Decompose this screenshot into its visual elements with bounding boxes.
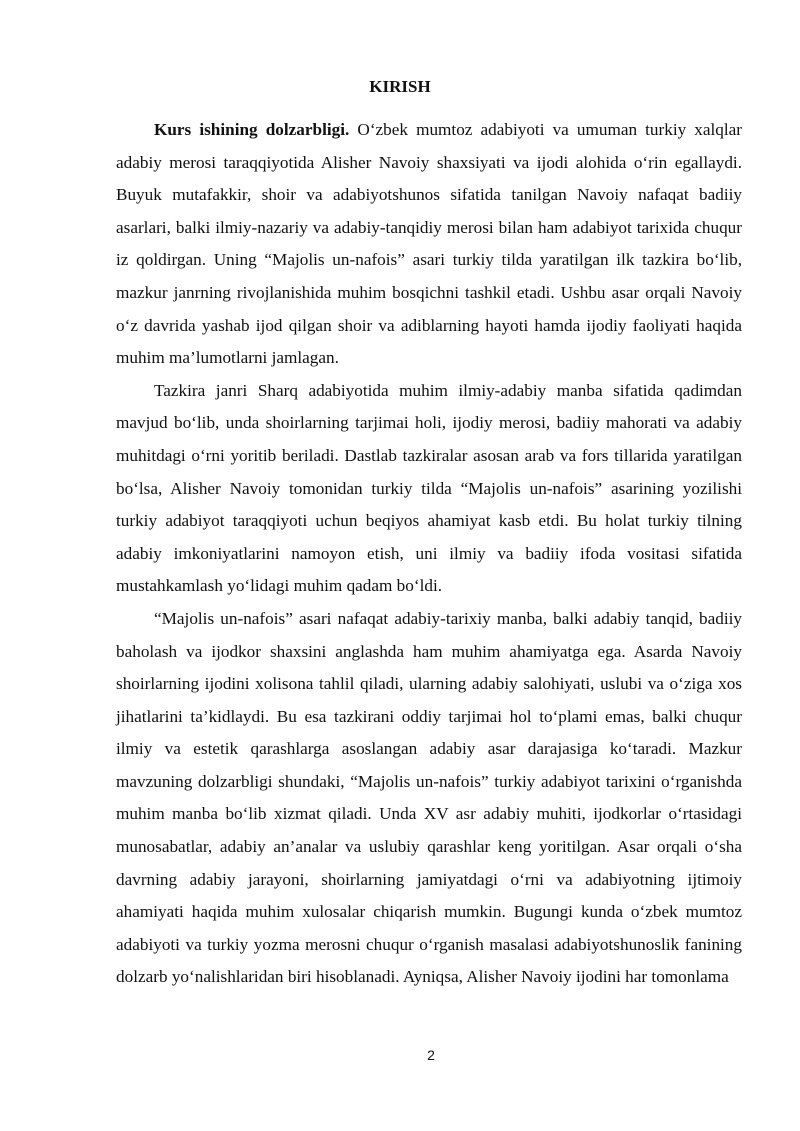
- paragraph-lead: Kurs ishining dolzarbligi.: [154, 120, 350, 139]
- paragraph-text: O‘zbek mumtoz adabiyoti va umuman turkiy xalqlar adabiy merosi taraqqiyotida Alisher Navoiy shaxsiyati va ijodi alohida o‘rin egallaydi. Buyuk mutafakkir, shoir va adabiyotshunos sifatida tanilgan Navoiy nafaqat badiiy asarlari, balki ilmiy-nazariy va adabiy-tanqidiy merosi bilan ham adabiyot tarixida chuqur iz qoldirgan. Uning “Majolis un-nafois” asari turkiy tilda yaratilgan ilk tazkira bo‘lib, mazkur janrning rivojlanishida muhim bosqichni tashkil etadi. Ushbu asar orqali Navoiy o‘z davrida yashab ijod qilgan shoir va adiblarning hayoti hamda ijodiy faoliyati haqida muhim ma’lumotlarni jamlagan.: [116, 120, 743, 368]
- paragraph-majolis: [116, 603, 742, 994]
- paragraph-tazkira-genre: [116, 375, 742, 603]
- paragraph-relevance: [116, 114, 742, 375]
- page-number: 2: [427, 1047, 435, 1063]
- paragraph-text: Tazkira janri Sharq adabiyotida muhim ilmiy-adabiy manba sifatida qadimdan mavjud bo‘lib, unda shoirlarning tarjimai holi, ijodiy merosi, badiiy mahorati va adabiy muhitdagi o‘rni yoritib beriladi. Dastlab tazkiralar asosan arab va fors tillarida yaratilgan bo‘lsa, Alisher Navoiy tomonidan turkiy tilda “Majolis un-nafois” asarining yozilishi turkiy adabiyot taraqqiyoti uchun beqiyos ahamiyat kasb etdi. Bu holat turkiy tilning adabiy imkoniyatlarini namoyon etish, uni ilmiy va badiiy ifoda vositasi sifatida mustahkamlash yo‘lidagi muhim qadam bo‘ldi.: [116, 380, 742, 596]
- section-heading: KIRISH: [369, 77, 431, 96]
- paragraph-text: “Majolis un-nafois” asari nafaqat adabiy-tarixiy manba, balki adabiy tanqid, badiiy baholash va ijodkor shaxsini anglashda ham muhim ahamiyatga ega. Asarda Navoiy shoirlarning ijodini xolisona tahlil qiladi, ularning adabiy salohiyati, uslubi va o‘ziga xos jihatlarini ta’kidlaydi. Bu esa tazkirani oddiy tarjimai hol to‘plami emas, balki chuqur ilmiy va estetik qarashlarga asoslangan adabiy asar darajasiga ko‘taradi. Mazkur mavzuning dolzarbligi shundaki, “Majolis un-nafois” turkiy adabiyot tarixini o‘rganishda muhim manba bo‘lib xizmat qiladi. Unda XV asr adabiy muhiti, ijodkorlar o‘rtasidagi munosabatlar, adabiy an’analar va uslubiy qarashlar keng yoritilgan. Asar orqali o‘sha davrning adabiy jarayoni, shoirlarning jamiyatdagi o‘rni va adabiyotning ijtimoiy ahamiyati haqida muhim xulosalar chiqarish mumkin. Bugungi kunda o‘zbek mumtoz adabiyoti va turkiy yozma merosni chuqur o‘rganish masalasi adabiyotshunoslik fanining dolzarb yo‘nalishlaridan biri hisoblanadi. Ayniqsa, Alisher Navoiy ijodini har tomonlama: [116, 608, 742, 987]
- body-text: [116, 114, 742, 994]
